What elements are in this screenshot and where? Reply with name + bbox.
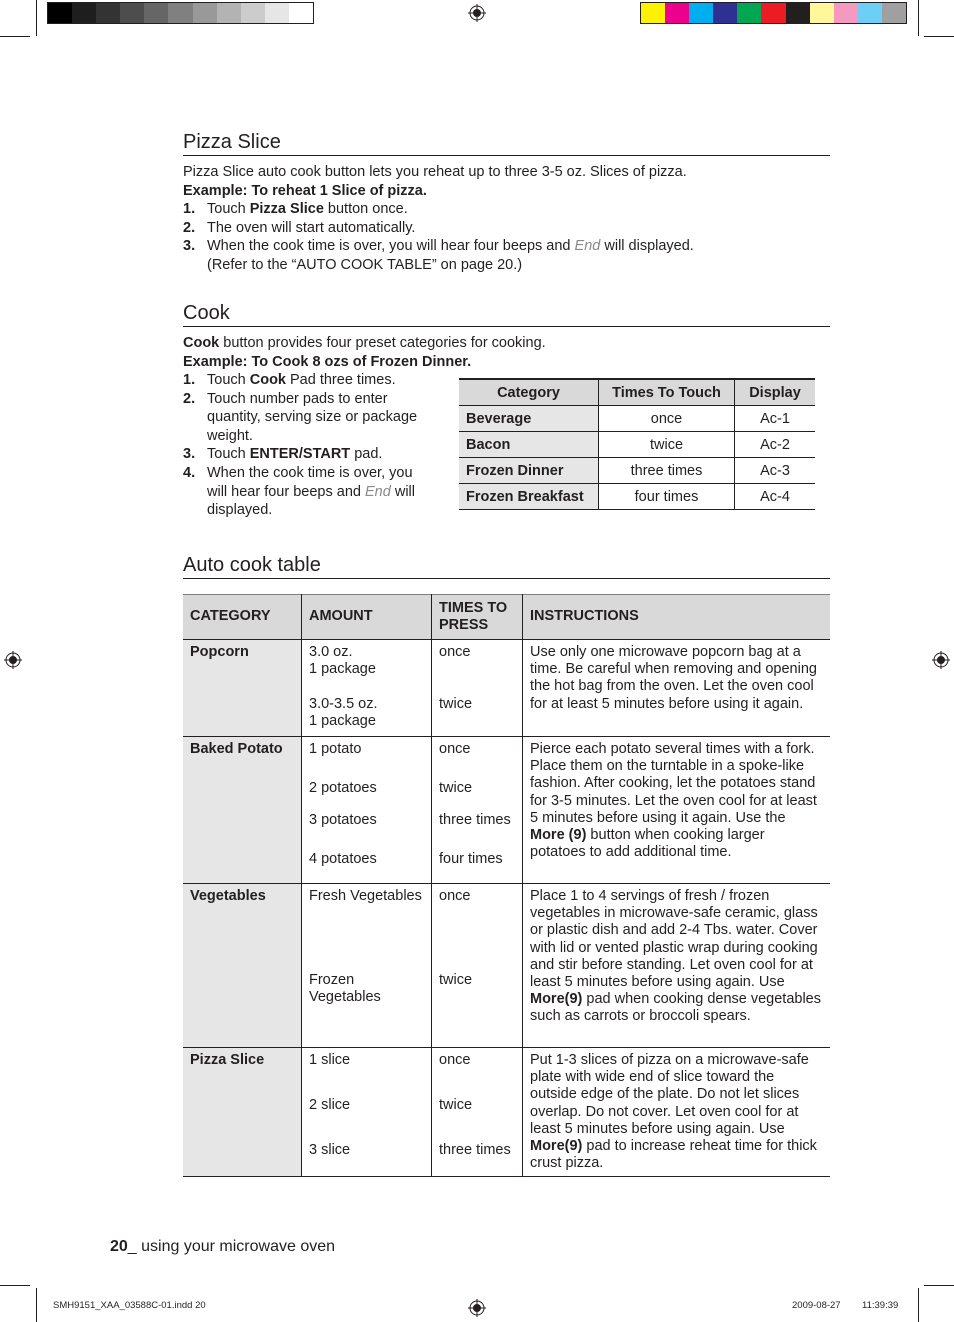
instructions-text: Put 1-3 slices of pizza on a microwave-safe plate with wide end of slice toward the outside edge of the plate. Do not let slices overlap. Do not cover. Let oven cool for at least 5 minutes before using again. Use [530,1052,809,1137]
step-number: 3. [183,238,196,255]
instructions-text: pad when cooking dense vegetables such as carrots or broccoli spears. [530,991,821,1025]
times-line: four times [439,851,503,867]
table-row [459,432,815,458]
instructions-text: Place 1 to 4 servings of fresh / frozen vegetables in microwave-safe ceramic, glass or plastic dish and add 2-4 Tbs. water. Cover with lid or vented plastic wrap during cooking and stir before standing. Let oven cool for at least 5 minutes before using again. Use [530,888,818,991]
column-header: Category [459,379,599,406]
instructions-text: Pierce each potato several times with a fork. Place them on the turntable in a spoke-like fashion. After cooking, let the potatoes stand for 3-5 minutes. Let the oven cool for at least 5 minutes before using it again. Use the [530,741,817,826]
step-number: 3. [183,446,196,463]
times-line: once [439,888,471,904]
table-row [459,406,815,432]
pizza-slice-body [183,163,830,275]
times-cell [432,1048,523,1177]
crop-mark [918,1288,919,1322]
instructions-bold: More (9) [530,827,587,844]
swatch [217,3,241,23]
table-cell: Bacon [459,432,599,458]
step-text: button once. [323,201,408,218]
amount-line: 3 slice [309,1142,351,1158]
table-cell: Beverage [459,406,599,432]
instructions-cell [523,1048,831,1177]
cook-steps-block [183,371,433,520]
amount-cell [302,737,432,884]
step-text: When the cook time is over, you will hear four beeps and [207,464,413,500]
swatch [713,3,737,23]
table-header-row [459,379,815,406]
step-number: 2. [183,219,196,236]
amount-cell [302,640,432,737]
pizza-slice-example: Example: To reheat 1 Slice of pizza. [183,182,427,199]
step-bold-text: Pizza Slice [249,201,324,218]
cook-example: Example: To Cook 8 ozs of Frozen Dinner. [183,353,472,370]
crop-mark [918,0,919,36]
step-bold-text: Cook [249,372,286,388]
column-header: AMOUNT [302,595,432,640]
table-cell: four times [599,484,735,510]
table-row [459,484,815,510]
registration-mark-icon [932,651,950,669]
amount-line: Fresh Vegetables [309,888,422,904]
step-bold-text: ENTER/START [249,446,351,463]
cook-intro-block [183,334,830,371]
swatch [120,3,144,23]
table-cell: Ac-3 [735,458,816,484]
crop-mark [36,0,37,36]
display-end-text: End [574,238,601,255]
swatch [265,3,289,23]
times-line: twice [439,972,473,988]
amount-cell [302,884,432,1048]
crop-mark [0,1285,30,1286]
swatch [641,3,665,23]
instructions-text: button when cooking larger potatoes to add additional time. [530,827,765,861]
step-text: Pad three times. [285,372,396,388]
times-cell [432,737,523,884]
swatch [689,3,713,23]
instructions-text: Use only one microwave popcorn bag at a time. Be careful when removing and opening the hot bag from the oven. Let the oven cool for at least 5 minutes before using it again. [530,644,817,712]
swatch [858,3,882,23]
instructions-text: pad to increase reheat time for thick crust pizza. [530,1138,817,1172]
swatch [144,3,168,23]
registration-mark-icon [4,651,22,669]
swatch [810,3,834,23]
category-cell: Vegetables [183,884,302,1048]
table-cell: Ac-4 [735,484,816,510]
times-line: once [439,644,471,660]
column-header: CATEGORY [183,595,302,640]
table-row [183,884,830,1048]
step-text: will displayed. [600,238,694,255]
step-text: pad. [350,446,383,463]
step-item [183,200,830,219]
cook-heading: Cook [183,302,830,327]
table-cell: Frozen Breakfast [459,484,599,510]
step-text: Touch [207,372,250,388]
column-header: TIMES TO PRESS [432,595,523,640]
times-line: three times [439,1142,511,1158]
category-cell: Baked Potato [183,737,302,884]
crop-mark [924,1285,954,1286]
amount-line: 2 slice [309,1097,351,1113]
times-line: twice [439,696,473,712]
table-cell: once [599,406,735,432]
step-number: 1. [183,201,196,218]
amount-line: 3.0 oz. 1 package [309,644,376,678]
page-footer [110,1238,335,1256]
swatch [786,3,810,23]
times-line: once [439,1052,471,1068]
swatch [241,3,265,23]
crop-mark [0,36,30,37]
swatch [665,3,689,23]
column-header: INSTRUCTIONS [523,595,831,640]
cook-intro-text: button provides four preset categories for cooking. [219,335,546,351]
step-number: 1. [183,372,196,388]
table-row [183,640,830,737]
step-item [183,371,433,390]
amount-line: 3.0-3.5 oz. 1 package [309,696,378,730]
instructions-bold: More(9) [530,1138,583,1155]
slug-time: 11:39:39 [862,1300,899,1311]
amount-line: 3 potatoes [309,812,377,828]
auto-cook-table [183,594,830,1177]
step-item [183,219,830,238]
column-header: Display [735,379,816,406]
step-text: Touch [207,446,250,463]
swatch [834,3,858,23]
amount-line: 1 potato [309,741,362,757]
step-text: will displayed. [207,483,415,519]
step-text: The oven will start automatically. [207,219,416,236]
table-cell: Ac-2 [735,432,816,458]
slug-filename: SMH9151_XAA_03588C-01.indd 20 [53,1300,206,1311]
times-line: twice [439,1097,473,1113]
column-header: Times To Touch [599,379,735,406]
instructions-bold: More(9) [530,991,583,1008]
swatch [761,3,785,23]
cook-intro-bold: Cook [183,335,220,351]
instructions-cell [523,884,831,1048]
table-cell: Frozen Dinner [459,458,599,484]
step-text: When the cook time is over, you will hear four beeps and [207,238,575,255]
times-line: twice [439,780,473,796]
cook-category-table [459,378,815,510]
swatch [72,3,96,23]
pizza-slice-intro: Pizza Slice auto cook button lets you reheat up to three 3-5 oz. Slices of pizza. [183,164,687,180]
page-number: 20 [110,1238,128,1255]
step-text: Touch number pads to enter quantity, serving size or package weight. [207,390,418,444]
swatch [882,3,906,23]
table-row [459,458,815,484]
amount-line: 4 potatoes [309,851,377,867]
step-reference: (Refer to the “AUTO COOK TABLE” on page 20.) [207,256,523,273]
step-text: Touch [207,201,250,218]
step-number: 4. [183,464,196,481]
category-cell: Popcorn [183,640,302,737]
step-item [183,237,830,274]
times-cell [432,640,523,737]
category-cell: Pizza Slice [183,1048,302,1177]
registration-mark-icon [468,1299,486,1317]
gray-swatch-strip [47,2,314,24]
pizza-slice-heading: Pizza Slice [183,131,830,156]
cook-intro [183,334,830,353]
swatch [737,3,761,23]
times-line: three times [439,812,511,828]
step-item [183,445,433,464]
color-swatch-strip [640,2,907,24]
display-end-text: End [365,483,391,500]
table-row [183,1048,830,1177]
swatch [96,3,120,23]
amount-line: 1 slice [309,1052,351,1068]
instructions-cell [523,640,831,737]
instructions-cell [523,737,831,884]
swatch [48,3,72,23]
table-cell: Ac-1 [735,406,816,432]
auto-cook-heading: Auto cook table [183,554,830,579]
amount-cell [302,1048,432,1177]
swatch [289,3,313,23]
swatch [193,3,217,23]
step-item [183,390,433,446]
times-cell [432,884,523,1048]
table-cell: twice [599,432,735,458]
table-row [183,737,830,884]
cook-steps [183,371,433,520]
table-cell: three times [599,458,735,484]
step-number: 2. [183,390,196,407]
amount-line: Frozen Vegetables [309,972,381,1006]
slug-date: 2009-08-27 [792,1300,841,1311]
page-footer-text: _ using your microwave oven [127,1238,336,1255]
swatch [168,3,192,23]
crop-mark [924,36,954,37]
registration-mark-icon [468,4,486,22]
crop-mark [36,1288,37,1322]
times-line: once [439,741,471,757]
step-item [183,464,433,520]
amount-line: 2 potatoes [309,780,377,796]
table-header-row [183,595,830,640]
pizza-slice-steps [183,200,830,274]
